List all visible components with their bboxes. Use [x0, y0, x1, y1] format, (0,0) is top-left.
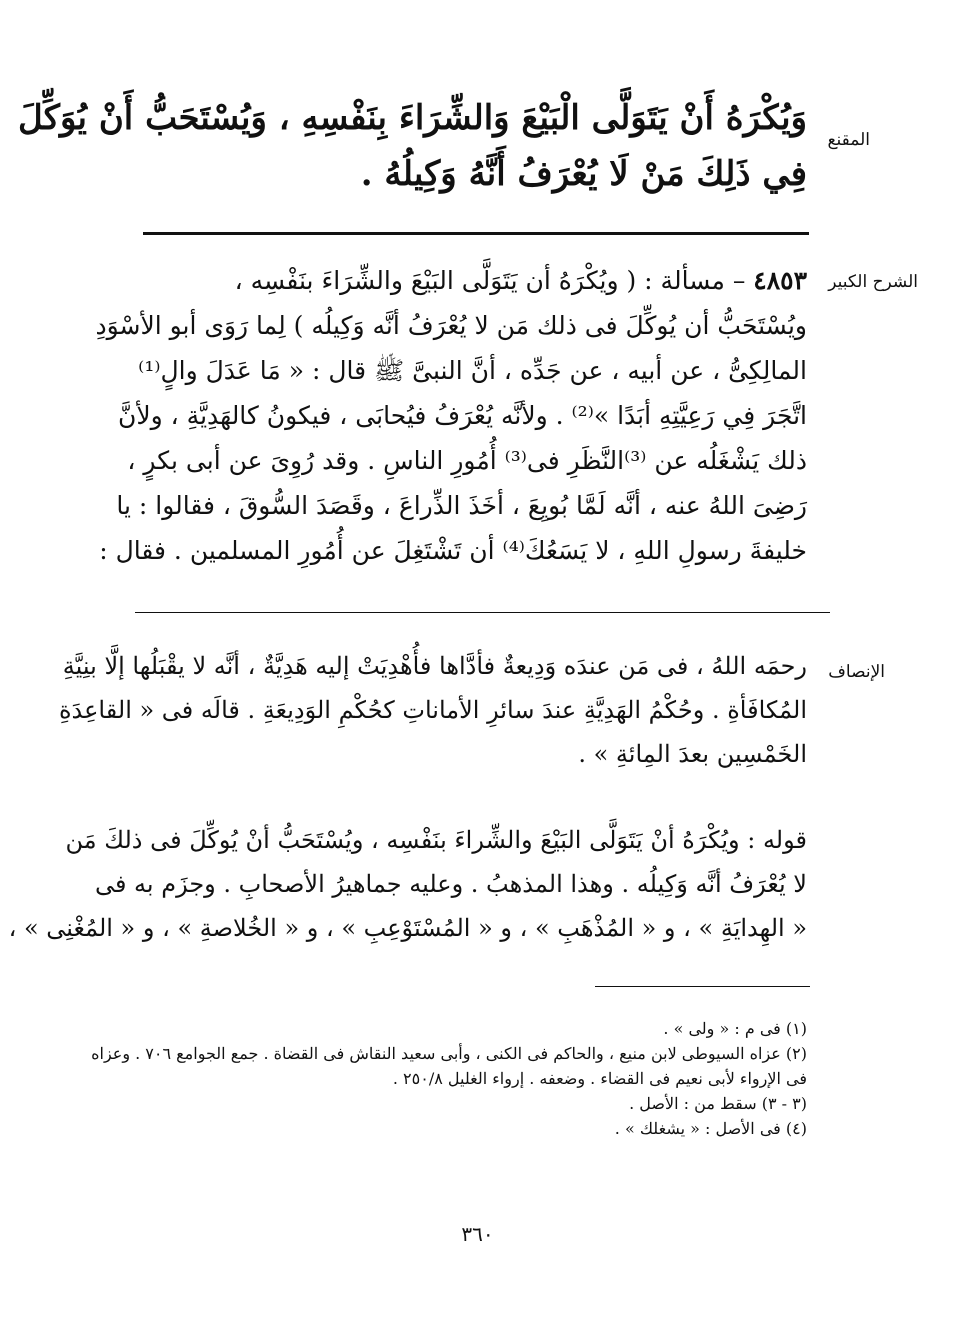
footnote: (٣ - ٣) سقط من : الأصل .: [629, 1094, 807, 1113]
sharh-line: المالِكِىُّ ، عن أبيه ، عن جَدِّه ، أنَّ النبىَّ ﷺ قال : « مَا عَدَلَ والٍ⁽¹⁾: [138, 356, 807, 385]
insaf-line: المُكافَأةِ . وحُكْمُ الهَدِيَّةِ عندَ سائرِ الأماناتِ كحُكْمِ الوَدِيعَةِ . قالَه فى « القاعِدَةِ: [58, 696, 807, 724]
qawl-line: « الهِدايَةِ » ، و « المُذْهَبِ » ، و « المُسْتَوْعِبِ » ، و « الخُلاصةِ » ، و « المُغْنِى » ،: [8, 914, 807, 942]
margin-label-sharh: الشرح الكبير: [828, 272, 918, 292]
qawl-line: قوله : ويُكْرَهُ أنْ يَتَوَلَّى البَيْعَ والشِّراءَ بنَفْسِه ، ويُسْتَحَبُّ أنْ يُوكِّلَ فى ذلكَ مَن: [65, 826, 807, 854]
footnote: فى الإرواء لأبى نعيم فى القضاء . وضعفه . إرواء الغليل ٢٥٠/٨ .: [392, 1069, 807, 1088]
sharh-text: [95, 258, 807, 573]
sharh-line: ذلك يَشْغَلُه عن ⁽³⁾النَّظَرِ فى⁽³⁾ أُمُورِ الناسِ . وقد رُوِىَ عن أبى بكرٍ ،: [127, 446, 807, 475]
sharh-first-line: [127, 258, 807, 303]
section-divider: [143, 232, 809, 235]
sharh-line: ويُسْتَحَبُّ أن يُوكِّلَ فى ذلك مَن لا يُعْرَفُ أنَّه وَكِيلُه ) لِما رَوَى أبو الأسْوَدِ: [95, 311, 807, 340]
sharh-line: اتَّجَرَ فِي رَعِيَّتِهِ أبَدًا »⁽²⁾ . ولأنَّه يُعْرَفُ فيُحابَى ، فيكونُ كالهَدِيَّةِ ، ولأنَّ: [118, 401, 807, 430]
footnotes: [91, 1016, 807, 1141]
footnote: (٢) عزاه السيوطى لابن منيع ، والحاكم فى الكنى ، وأبى سعيد النقاش فى القضاة . جمع الجوامع ٧٠٦ . وعزاه: [91, 1044, 807, 1063]
insaf-text: [58, 644, 807, 776]
sharh-line-rest: – مسألة : ( ويُكْرَهُ أن يَتَوَلَّى البَيْعَ والشِّرَاءَ بنَفْسِه ،: [234, 266, 754, 295]
footnote: (١) فى م : « ولى » .: [663, 1019, 807, 1038]
muqni-line: وَيُكْرَهُ أَنْ يَتَوَلَّى الْبَيْعَ وَالشِّرَاءَ بِنَفْسِهِ ، وَيُسْتَحَبُّ أَنْ يُوَكِّلَ: [18, 98, 807, 138]
margin-label-insaf: الإنصاف: [828, 662, 885, 682]
footnote-divider: [595, 986, 810, 987]
sharh-line: خليفةَ رسولِ اللهِ ، لا يَسَعُكَ⁽⁴⁾ أن تَشْتَغِلَ عن أُمُورِ المسلمين . فقال :: [99, 536, 807, 565]
sharh-line: رَضِىَ اللهُ عنه ، أنَّه لَمَّا بُويِعَ ، أخَذَ الذِّراعَ ، وقَصَدَ السُّوقَ ، فقالوا : يا: [116, 491, 807, 520]
qawl-text: [8, 818, 807, 950]
qawl-line: لا يُعْرَفُ أنَّه وَكِيلُه . وهذا المذهبُ . وعليه جماهيرُ الأصحابِ . وجزَم به فى: [94, 870, 807, 898]
insaf-line: رحمَه اللهُ ، فى مَن عندَه وَدِيعةٌ فأدَّاها فأُهْدِيَتْ إليه هَدِيَّةٌ ، أنَّه لا يقْبَلُها إلَّا بنِيَّةِ: [62, 652, 807, 680]
issue-number: ٤٨٥٣: [753, 266, 807, 295]
page-number: ٣٦٠: [461, 1222, 494, 1246]
insaf-line: الخَمْسِين بعدَ المِائةِ » .: [578, 740, 807, 768]
muqni-line: فِي ذَلِكَ مَنْ لَا يُعْرَفُ أَنَّهُ وَكِيلُهُ .: [360, 154, 807, 194]
footnote: (٤) فى الأصل : « يشغلك » .: [614, 1119, 807, 1138]
section-divider: [135, 612, 830, 613]
margin-label-muqni: المقنع: [827, 130, 870, 150]
muqni-text: [18, 90, 807, 202]
